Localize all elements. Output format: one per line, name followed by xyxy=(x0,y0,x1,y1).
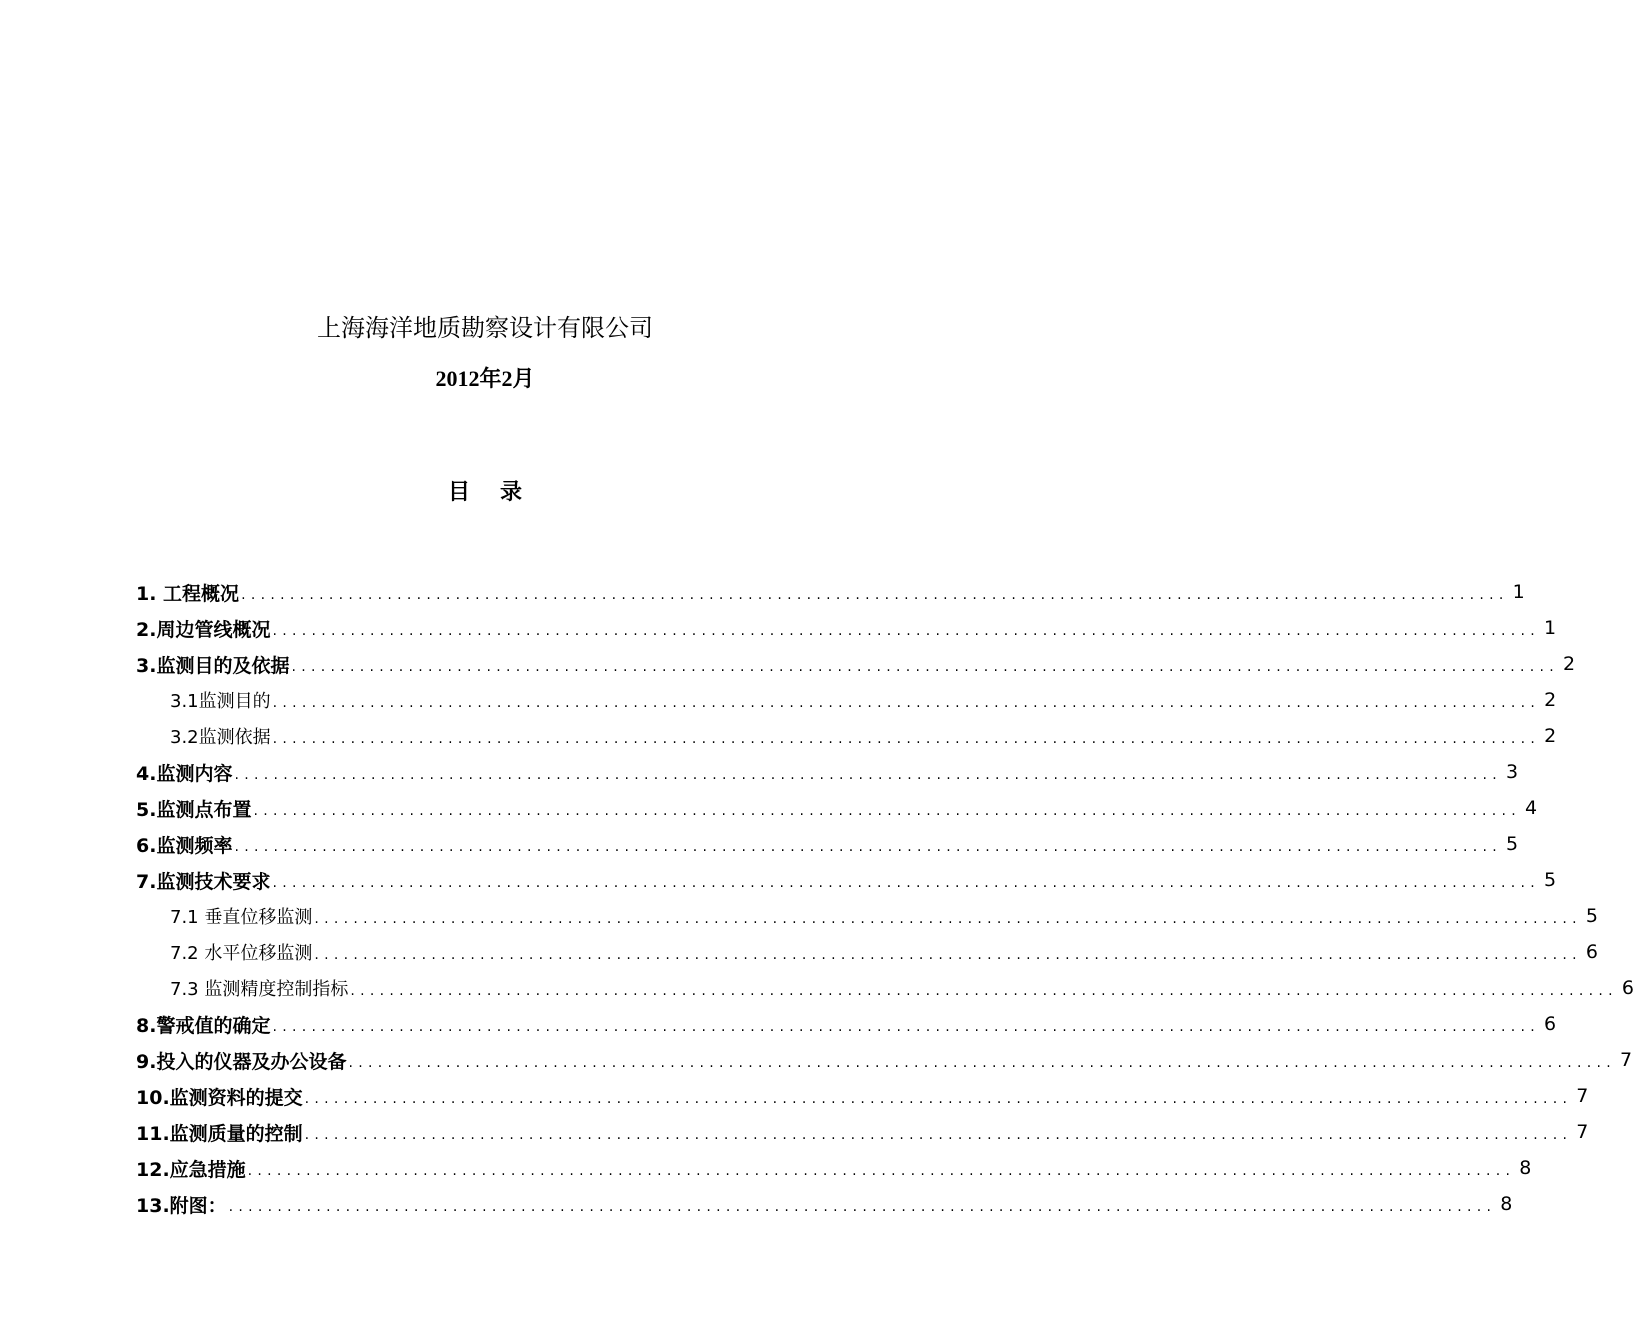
toc-entry-page: 5 xyxy=(1543,869,1557,891)
toc-entry[interactable] xyxy=(136,646,1576,682)
toc-leader-dots: .................................................................................................................................. xyxy=(228,1199,1497,1215)
toc-leader-dots: .................................................................................................................................. xyxy=(272,695,1541,711)
toc-entry-label: 3.1监测目的 xyxy=(170,691,271,712)
toc-entry-label: 2.周边管线概况 xyxy=(136,618,271,641)
toc-entry-label: 5.监测点布置 xyxy=(136,798,252,821)
toc-entry[interactable] xyxy=(136,610,1557,646)
toc-entry-page: 6 xyxy=(1543,1013,1557,1035)
company-name: 上海海洋地质勘察设计有限公司 xyxy=(317,314,653,342)
toc-entry-label: 8.警戒值的确定 xyxy=(136,1014,271,1037)
toc-entry-label: 11.监测质量的控制 xyxy=(136,1122,303,1145)
toc-entry[interactable] xyxy=(136,1078,1589,1114)
toc-subentry[interactable] xyxy=(136,934,1598,970)
toc-entry-label: 12.应急措施 xyxy=(136,1158,246,1181)
toc-entry-page: 2 xyxy=(1562,653,1576,675)
toc-leader-dots: .................................................................................................................................. xyxy=(291,659,1559,675)
toc-entry-page: 5 xyxy=(1585,905,1598,927)
toc-entry-page: 6 xyxy=(1621,977,1634,999)
toc-entry[interactable] xyxy=(136,1042,1633,1078)
toc-entry-label: 13.附图： xyxy=(136,1194,227,1217)
toc-entry-page: 5 xyxy=(1505,833,1519,855)
toc-entry-page: 3 xyxy=(1505,761,1519,783)
toc-leader-dots: .................................................................................................................................. xyxy=(314,911,1582,927)
toc-entry-page: 6 xyxy=(1585,941,1598,963)
toc-entry-page: 1 xyxy=(1543,617,1557,639)
table-of-contents xyxy=(136,574,1634,1222)
toc-entry-label: 7.1 垂直位移监测 xyxy=(170,907,313,928)
toc-entry-page: 2 xyxy=(1544,689,1557,711)
toc-subentry[interactable] xyxy=(136,970,1634,1006)
toc-leader-dots: .................................................................................................................................. xyxy=(241,587,1509,603)
toc-leader-dots: .................................................................................................................................. xyxy=(272,731,1541,747)
toc-entry-page: 8 xyxy=(1500,1193,1513,1215)
toc-leader-dots: .................................................................................................................................. xyxy=(304,1127,1573,1143)
toc-entry-page: 8 xyxy=(1519,1157,1532,1179)
toc-entry-label: 7.监测技术要求 xyxy=(136,870,271,893)
toc-subentry[interactable] xyxy=(136,682,1557,718)
toc-leader-dots: .................................................................................................................................. xyxy=(272,1019,1540,1035)
toc-entry-label: 3.2监测依据 xyxy=(170,727,271,748)
toc-entry-page: 2 xyxy=(1544,725,1557,747)
toc-leader-dots: .................................................................................................................................. xyxy=(348,1055,1616,1071)
toc-title: 目录 xyxy=(447,480,552,505)
toc-entry[interactable] xyxy=(136,754,1519,790)
toc-entry[interactable] xyxy=(136,1150,1532,1186)
toc-leader-dots: .................................................................................................................................. xyxy=(314,947,1582,963)
toc-leader-dots: .................................................................................................................................. xyxy=(247,1163,1516,1179)
toc-subentry[interactable] xyxy=(136,898,1598,934)
toc-entry-label: 7.2 水平位移监测 xyxy=(170,943,313,964)
toc-entry-label: 3.监测目的及依据 xyxy=(136,654,290,677)
toc-entry-label: 6.监测频率 xyxy=(136,834,233,857)
toc-entry[interactable] xyxy=(136,790,1538,826)
toc-leader-dots: .................................................................................................................................. xyxy=(272,875,1540,891)
toc-entry[interactable] xyxy=(136,1114,1589,1150)
toc-entry[interactable] xyxy=(136,1186,1513,1222)
toc-entry-page: 1 xyxy=(1512,581,1525,603)
toc-leader-dots: .................................................................................................................................. xyxy=(304,1091,1573,1107)
toc-entry-page: 4 xyxy=(1524,797,1538,819)
toc-entry-page: 7 xyxy=(1619,1049,1633,1071)
toc-entry[interactable] xyxy=(136,826,1519,862)
toc-entry-label: 10.监测资料的提交 xyxy=(136,1086,303,1109)
toc-leader-dots: .................................................................................................................................. xyxy=(234,767,1502,783)
toc-entry-page: 7 xyxy=(1576,1121,1589,1143)
toc-entry[interactable] xyxy=(136,1006,1557,1042)
toc-leader-dots: .................................................................................................................................. xyxy=(272,623,1540,639)
toc-subentry[interactable] xyxy=(136,718,1557,754)
toc-entry[interactable] xyxy=(136,862,1557,898)
toc-leader-dots: .................................................................................................................................. xyxy=(350,983,1618,999)
toc-leader-dots: .................................................................................................................................. xyxy=(234,839,1502,855)
toc-entry-label: 1. 工程概况 xyxy=(136,582,240,605)
report-date: 2012年2月 xyxy=(435,366,535,391)
toc-entry-label: 7.3 监测精度控制指标 xyxy=(170,979,349,1000)
toc-entry[interactable] xyxy=(136,574,1525,610)
toc-leader-dots: .................................................................................................................................. xyxy=(253,803,1521,819)
toc-entry-label: 9.投入的仪器及办公设备 xyxy=(136,1050,347,1073)
toc-entry-page: 7 xyxy=(1576,1085,1589,1107)
toc-entry-label: 4.监测内容 xyxy=(136,762,233,785)
